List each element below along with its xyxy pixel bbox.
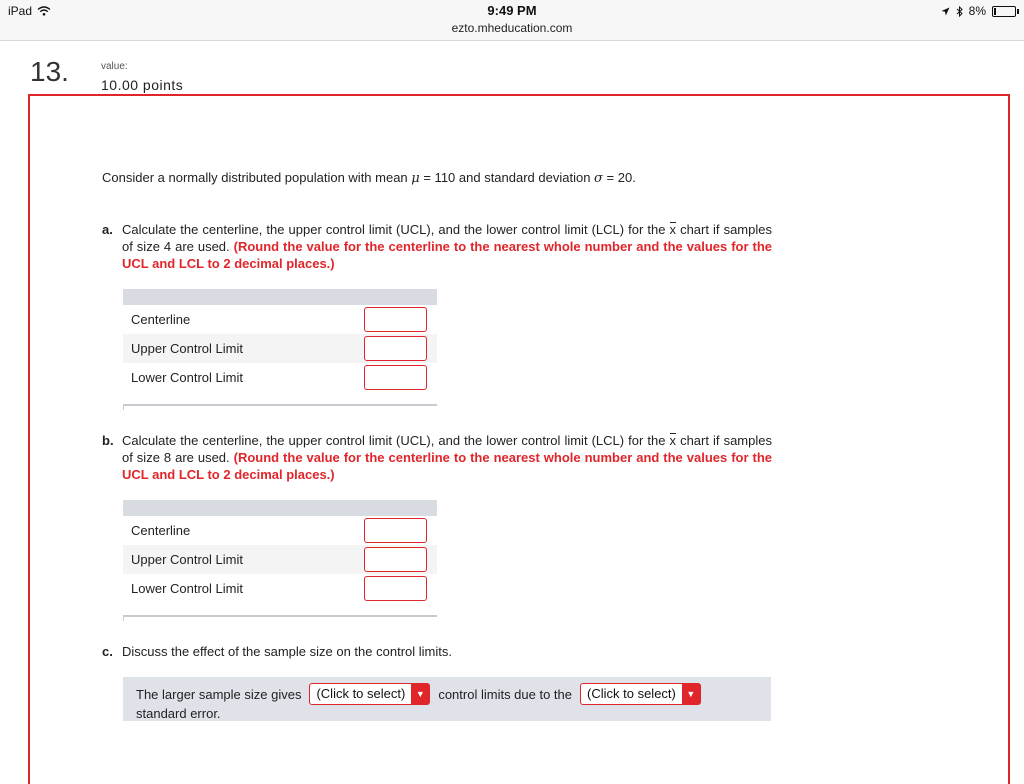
table-row bbox=[123, 545, 437, 574]
table-footer bbox=[123, 400, 437, 406]
row-label: Lower Control Limit bbox=[131, 581, 243, 596]
status-right bbox=[941, 4, 1016, 18]
table-row bbox=[123, 516, 437, 545]
row-label: Upper Control Limit bbox=[131, 341, 243, 356]
part-b-text: Calculate the centerline, the upper control limit (UCL), and the lower control limit (LCL) for the x chart if samples of size 8 are used. (Round the value for the centerline to the nearest whole number and the values for the UCL and LCL to 2 decimal places.) bbox=[122, 433, 772, 482]
part-b-lcl-input[interactable] bbox=[364, 576, 427, 601]
table-row bbox=[123, 574, 437, 603]
dropdown-arrow-icon: ▼ bbox=[411, 684, 429, 704]
table-header bbox=[123, 289, 437, 305]
part-a-text: Calculate the centerline, the upper control limit (UCL), and the lower control limit (LCL) for the x chart if samples of size 4 are used. (Round the value for the centerline to the nearest whole number and the values for the UCL and LCL to 2 decimal places.) bbox=[122, 222, 772, 271]
part-a-ucl-input[interactable] bbox=[364, 336, 427, 361]
select-value: (Click to select) bbox=[587, 686, 676, 701]
question-intro: Consider a normally distributed population with mean μ = 110 and standard deviation σ = 20. bbox=[102, 170, 636, 186]
part-b-ucl-input[interactable] bbox=[364, 547, 427, 572]
part-c bbox=[102, 643, 772, 660]
control-limits-select[interactable] bbox=[309, 683, 430, 705]
part-a-centerline-input[interactable] bbox=[364, 307, 427, 332]
part-a-letter: a. bbox=[102, 222, 113, 237]
sentence-start: The larger sample size gives bbox=[136, 686, 302, 702]
battery-fill bbox=[994, 8, 996, 15]
location-arrow-icon bbox=[941, 7, 950, 16]
table-row bbox=[123, 334, 437, 363]
points-value: 10.00 points bbox=[101, 77, 184, 93]
value-label: value: bbox=[101, 61, 128, 72]
clock: 9:49 PM bbox=[487, 3, 537, 18]
part-b bbox=[102, 432, 772, 483]
part-a-lcl-input[interactable] bbox=[364, 365, 427, 390]
part-b-letter: b. bbox=[102, 433, 114, 448]
part-a bbox=[102, 221, 772, 272]
table-header bbox=[123, 500, 437, 516]
part-c-letter: c. bbox=[102, 644, 113, 659]
battery-percent: 8% bbox=[968, 4, 986, 18]
address-url[interactable]: ezto.mheducation.com bbox=[451, 21, 573, 35]
row-label: Centerline bbox=[131, 523, 191, 538]
part-b-centerline-input[interactable] bbox=[364, 518, 427, 543]
sigma-symbol: σ bbox=[594, 171, 603, 186]
sentence-end: standard error. bbox=[136, 706, 221, 721]
bluetooth-icon bbox=[956, 6, 963, 17]
question-number: 13. bbox=[30, 56, 69, 87]
table-row bbox=[123, 305, 437, 334]
sentence-middle: control limits due to the bbox=[438, 686, 573, 702]
select-value: (Click to select) bbox=[316, 686, 406, 701]
battery-icon bbox=[992, 6, 1016, 17]
row-label: Upper Control Limit bbox=[131, 552, 243, 567]
part-c-answer-box bbox=[123, 677, 771, 721]
table-footer bbox=[123, 611, 437, 617]
part-a-instruction: (Round the value for the centerline to the nearest whole number and the values for the UCL and LCL to 2 decimal places.) bbox=[122, 239, 772, 271]
dropdown-arrow-icon: ▼ bbox=[682, 684, 700, 704]
part-b-instruction: (Round the value for the centerline to the nearest whole number and the values for the UCL and LCL to 2 decimal places.) bbox=[122, 450, 772, 482]
part-a-answer-table bbox=[123, 289, 437, 406]
mu-symbol: μ bbox=[411, 171, 420, 186]
part-b-answer-table bbox=[123, 500, 437, 617]
row-label: Centerline bbox=[131, 312, 191, 327]
device-name: iPad bbox=[8, 4, 33, 18]
part-c-text: Discuss the effect of the sample size on the control limits. bbox=[122, 644, 452, 659]
row-label: Lower Control Limit bbox=[131, 370, 243, 385]
xbar-symbol: x bbox=[669, 433, 677, 448]
table-row bbox=[123, 363, 437, 392]
standard-error-select[interactable] bbox=[580, 683, 701, 705]
xbar-symbol: x bbox=[669, 222, 677, 237]
part-c-sentence bbox=[136, 683, 709, 705]
status-bar bbox=[0, 0, 1024, 41]
